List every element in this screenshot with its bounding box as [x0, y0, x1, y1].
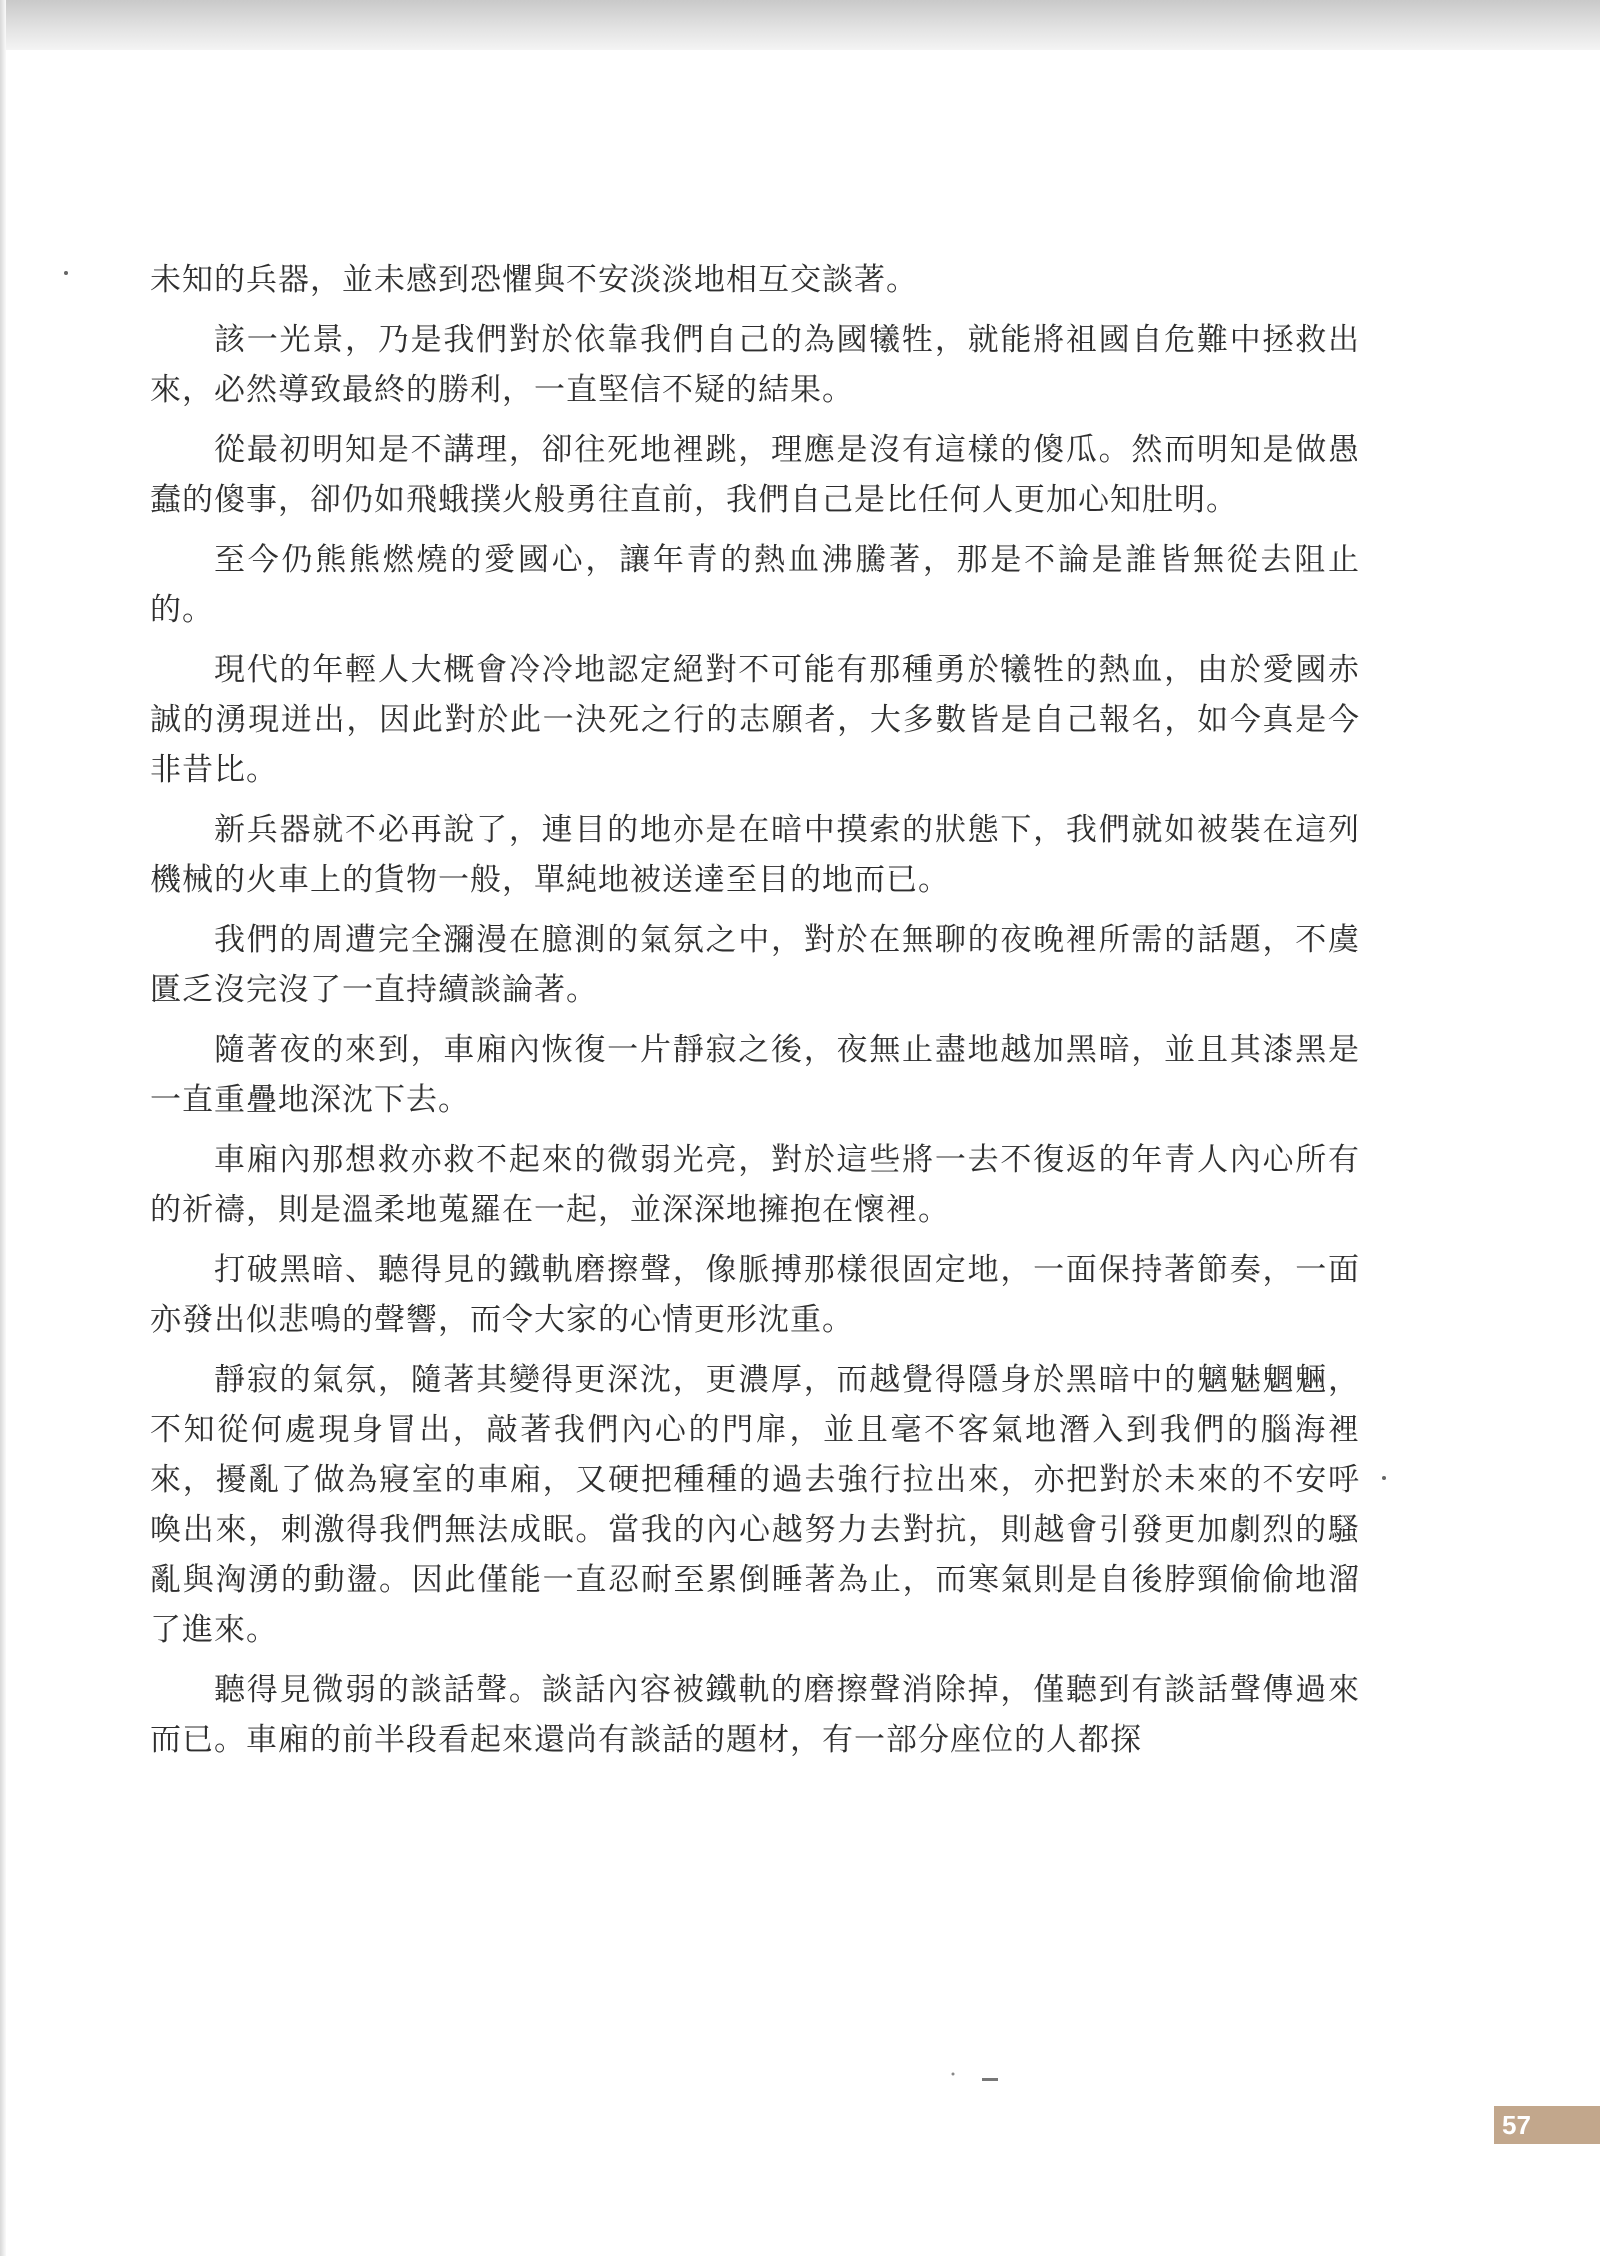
speck: [982, 2078, 998, 2081]
speck: [952, 2073, 955, 2076]
speck: [1382, 1476, 1386, 1480]
paragraph-2: 該一光景，乃是我們對於依靠我們自己的為國犧牲，就能將祖國自危難中拯救出來，必然導致最終的勝利，一直堅信不疑的結果。: [150, 322, 1360, 408]
paragraph-3: 從最初明知是不講理，卻往死地裡跳，理應是沒有這樣的傻瓜。然而明知是做愚蠢的傻事，卻仍如飛蛾撲火般勇往直前，我們自己是比任何人更加心知肚明。: [150, 432, 1360, 518]
paragraph-8: 隨著夜的來到，車廂內恢復一片靜寂之後，夜無止盡地越加黑暗，並且其漆黑是一直重疊地深沈下去。: [150, 1032, 1360, 1118]
page-body: [150, 255, 1360, 1775]
page-number: 57: [1494, 2106, 1600, 2144]
paragraph-11: 靜寂的氣氛，隨著其變得更深沈，更濃厚，而越覺得隱身於黑暗中的魑魅魍魎，不知從何處現身冒出，敲著我們內心的門扉，並且毫不客氣地潛入到我們的腦海裡來，擾亂了做為寢室的車廂，又硬把種種的過去強行拉出來，亦把對於未來的不安呼喚出來，刺激得我們無法成眠。當我的內心越努力去對抗，則越會引發更加劇烈的騷亂與洶湧的動盪。因此僅能一直忍耐至累倒睡著為止，而寒氣則是自後脖頸偷偷地溜了進來。: [150, 1362, 1360, 1648]
paragraph-6: 新兵器就不必再說了，連目的地亦是在暗中摸索的狀態下，我們就如被裝在這列機械的火車上的貨物一般，單純地被送達至目的地而已。: [150, 812, 1360, 898]
paragraph-7: 我們的周遭完全瀰漫在臆測的氣氛之中，對於在無聊的夜晚裡所需的話題，不虞匱乏沒完沒了一直持續談論著。: [150, 922, 1360, 1008]
speck: [64, 271, 68, 275]
paragraph-9: 車廂內那想救亦救不起來的微弱光亮，對於這些將一去不復返的年青人內心所有的祈禱，則是溫柔地蒐羅在一起，並深深地擁抱在懷裡。: [150, 1142, 1360, 1228]
paragraph-12: 聽得見微弱的談話聲。談話內容被鐵軌的磨擦聲消除掉，僅聽到有談話聲傳過來而已。車廂的前半段看起來還尚有談話的題材，有一部分座位的人都探: [150, 1672, 1360, 1758]
paragraph-5: 現代的年輕人大概會冷冷地認定絕對不可能有那種勇於犧牲的熱血，由於愛國赤誠的湧現迸出，因此對於此一決死之行的志願者，大多數皆是自己報名，如今真是今非昔比。: [150, 652, 1360, 788]
paragraph-4: 至今仍熊熊燃燒的愛國心，讓年青的熱血沸騰著，那是不論是誰皆無從去阻止的。: [150, 542, 1360, 628]
paragraph-10: 打破黑暗、聽得見的鐵軌磨擦聲，像脈搏那樣很固定地，一面保持著節奏，一面亦發出似悲鳴的聲響，而令大家的心情更形沈重。: [150, 1252, 1360, 1338]
scan-left-edge: [0, 0, 6, 2256]
paragraph-1: 未知的兵器，並未感到恐懼與不安淡淡地相互交談著。: [150, 262, 918, 298]
scan-top-edge: [0, 0, 1600, 50]
